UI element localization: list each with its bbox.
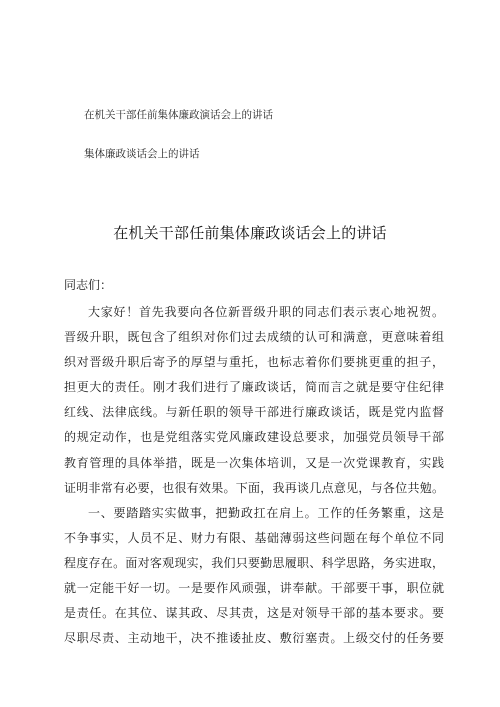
body-line: 证明非常有必要，也很有效果。下面，我再谈几点意见，与各位共勉。 [64,480,444,495]
body-text [64,300,444,651]
body-line: 大家好！首先我要向各位新晋级升职的同志们表示衷心地祝贺。 [88,305,444,319]
body-line: 不争事实，人员不足、财力有限、基础薄弱这些问题在每个单位不同 [64,530,444,545]
body-line: 一、要踏踏实实做事，把勤政扛在肩上。工作的任务繁重，这是 [88,505,444,520]
header-title-line-2: 集体廉政谈话会上的讲话 [84,148,200,160]
body-line: 就一定能干好一切。一是要作风顽强，讲奉献。干部要干事，职位就 [64,581,444,596]
document-title: 在机关干部任前集体廉政谈话会上的讲话 [113,224,387,242]
body-line: 红线、法律底线。与新任职的领导干部进行廉政谈话，既是党内监督 [64,405,444,420]
salutation: 同志们： [64,278,113,292]
body-line: 是责任。在其位、谋其政、尽其责，这是对领导干部的基本要求。要 [64,606,444,621]
body-line: 织对晋级升职后寄予的厚望与重托，也标志着你们要挑更重的担子， [64,355,444,370]
header-title-line-1: 在机关干部任前集体廉政演话会上的讲话 [84,109,273,121]
body-line: 晋级升职，既包含了组织对你们过去成绩的认可和满意，更意味着组 [64,330,444,345]
body-line: 担更大的责任。刚才我们进行了廉政谈话，简而言之就是要守住纪律 [64,380,444,395]
body-line: 尽职尽责、主动地干，决不推诿扯皮、敷衍塞责。上级交付的任务要 [64,631,444,646]
body-line: 程度存在。面对客观现实，我们只要勤思履职、科学思路，务实进取， [64,555,444,570]
body-line: 教育管理的具体举措，既是一次集体培训，又是一次党课教育，实践 [64,455,444,470]
body-line: 的规定动作，也是党组落实党风廉政建设总要求，加强党员领导干部 [64,430,444,445]
